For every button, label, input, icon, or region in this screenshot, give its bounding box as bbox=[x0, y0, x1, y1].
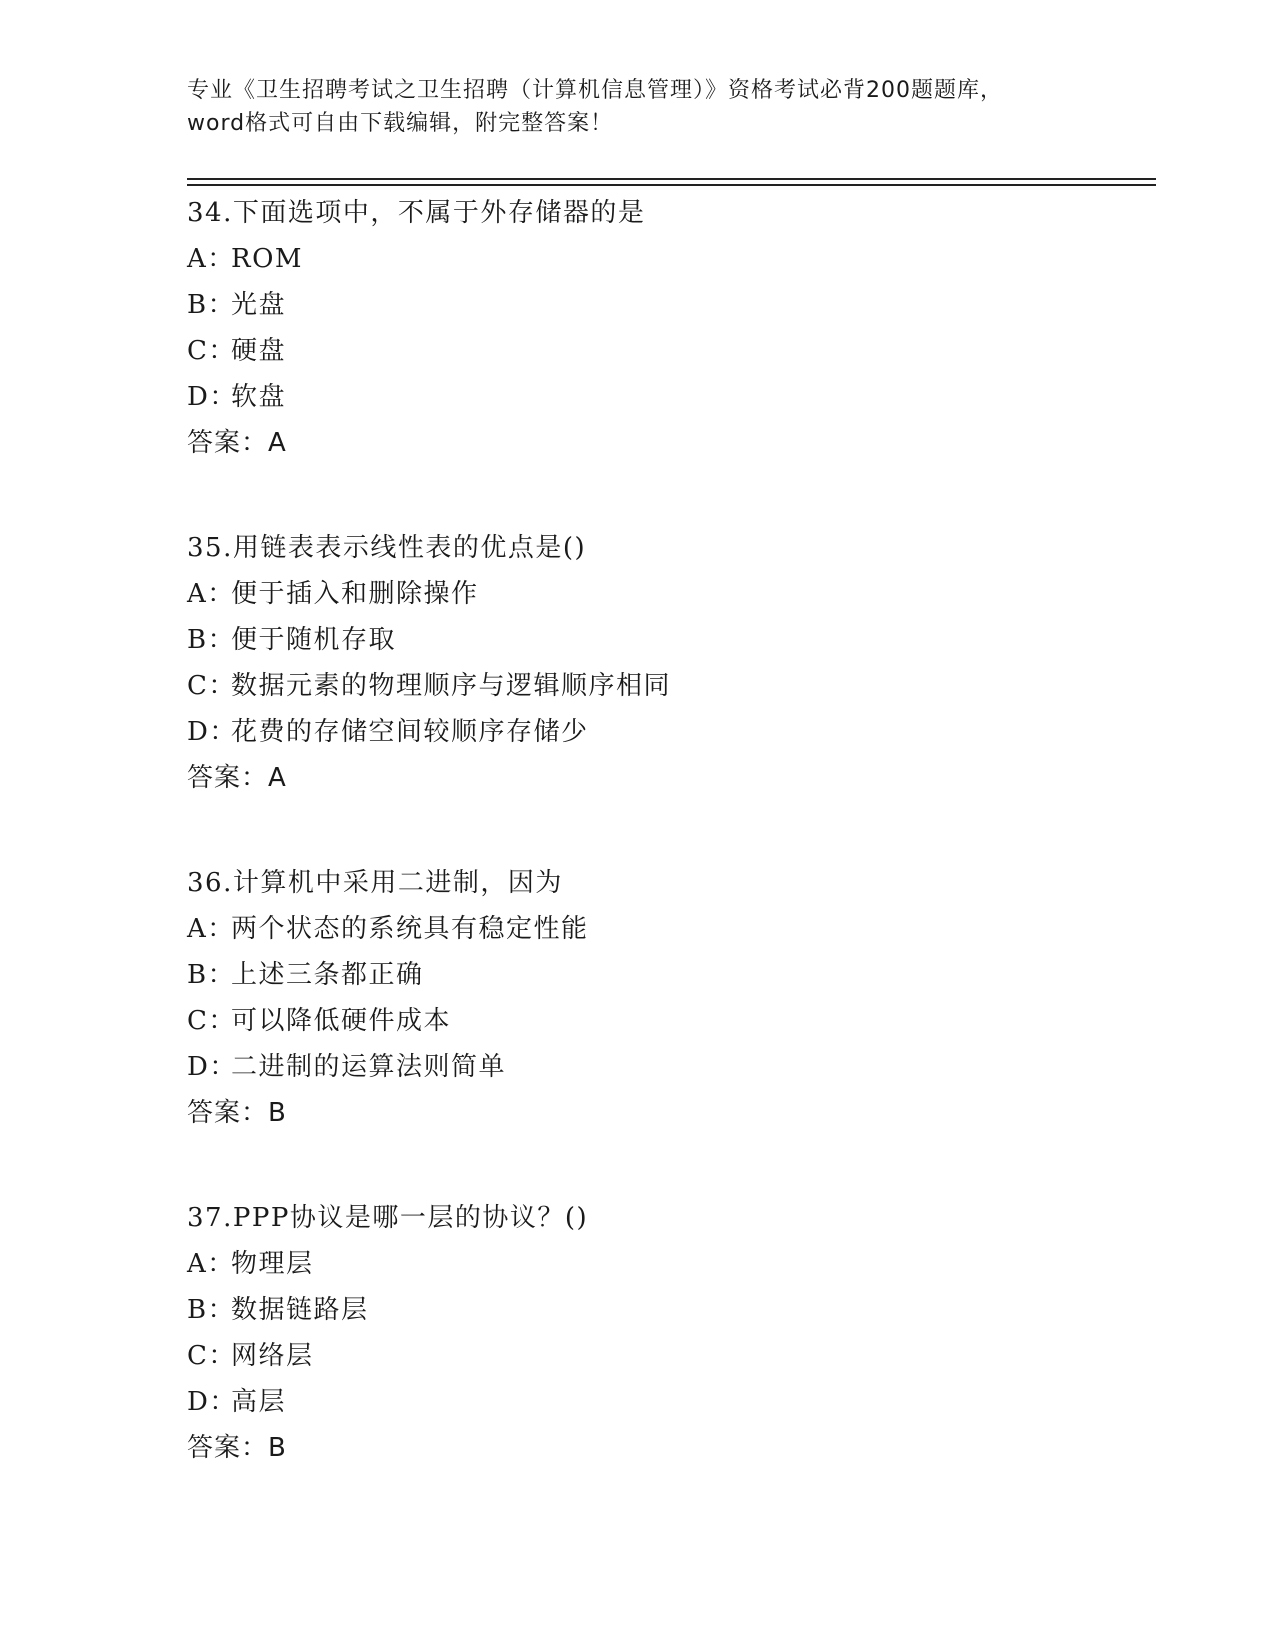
question-stem: 34.下面选项中，不属于外存储器的是 bbox=[187, 198, 646, 228]
header-line-2: word格式可自由下载编辑，附完整答案！ bbox=[187, 111, 614, 136]
option-text: 便于插入和删除操作 bbox=[231, 579, 479, 609]
option-text: 光盘 bbox=[231, 290, 287, 320]
option-text: 网络层 bbox=[231, 1341, 314, 1371]
option-text: 软盘 bbox=[231, 382, 287, 412]
option-text: 硬盘 bbox=[231, 336, 287, 366]
option-a bbox=[187, 571, 1147, 617]
document-header bbox=[187, 74, 1087, 140]
option-text: 上述三条都正确 bbox=[231, 960, 424, 990]
option-letter: D： bbox=[187, 382, 237, 412]
option-c bbox=[187, 328, 1147, 374]
header-divider-bottom bbox=[187, 184, 1156, 186]
option-letter: A： bbox=[187, 914, 235, 944]
option-letter: C： bbox=[187, 671, 236, 701]
answer: 答案：A bbox=[187, 763, 287, 793]
question-34 bbox=[187, 190, 1147, 466]
header-line-1: 专业《卫生招聘考试之卫生招聘（计算机信息管理）》资格考试必背200题题库， bbox=[187, 78, 1003, 103]
option-b bbox=[187, 617, 1147, 663]
option-a bbox=[187, 236, 1147, 282]
option-c bbox=[187, 1333, 1147, 1379]
option-letter: C： bbox=[187, 1006, 236, 1036]
option-letter: C： bbox=[187, 336, 236, 366]
question-list bbox=[187, 190, 1147, 1530]
option-text: 可以降低硬件成本 bbox=[231, 1006, 452, 1036]
header-divider-top bbox=[187, 178, 1156, 180]
option-letter: B： bbox=[187, 960, 236, 990]
option-d bbox=[187, 709, 1147, 755]
option-text: 花费的存储空间较顺序存储少 bbox=[231, 717, 589, 747]
question-stem: 37.PPP协议是哪一层的协议？() bbox=[187, 1203, 589, 1233]
answer: 答案：B bbox=[187, 1098, 287, 1128]
option-a bbox=[187, 1241, 1147, 1287]
option-text: 二进制的运算法则简单 bbox=[231, 1052, 507, 1082]
question-35 bbox=[187, 525, 1147, 801]
option-text: 数据元素的物理顺序与逻辑顺序相同 bbox=[231, 671, 672, 701]
option-letter: C： bbox=[187, 1341, 236, 1371]
question-37 bbox=[187, 1195, 1147, 1471]
question-36 bbox=[187, 860, 1147, 1136]
option-b bbox=[187, 282, 1147, 328]
option-letter: B： bbox=[187, 625, 236, 655]
option-b bbox=[187, 952, 1147, 998]
option-d bbox=[187, 374, 1147, 420]
option-text: ROM bbox=[231, 244, 304, 274]
option-text: 两个状态的系统具有稳定性能 bbox=[231, 914, 589, 944]
option-letter: D： bbox=[187, 717, 237, 747]
option-letter: A： bbox=[187, 244, 235, 274]
option-d bbox=[187, 1379, 1147, 1425]
question-stem: 36.计算机中采用二进制，因为 bbox=[187, 868, 563, 898]
question-stem: 35.用链表表示线性表的优点是() bbox=[187, 533, 587, 563]
option-d bbox=[187, 1044, 1147, 1090]
option-letter: D： bbox=[187, 1387, 237, 1417]
option-letter: A： bbox=[187, 579, 235, 609]
option-b bbox=[187, 1287, 1147, 1333]
option-letter: B： bbox=[187, 1295, 236, 1325]
option-letter: A： bbox=[187, 1249, 235, 1279]
answer: 答案：B bbox=[187, 1433, 287, 1463]
option-text: 物理层 bbox=[231, 1249, 314, 1279]
option-text: 便于随机存取 bbox=[231, 625, 397, 655]
option-c bbox=[187, 998, 1147, 1044]
option-c bbox=[187, 663, 1147, 709]
option-text: 数据链路层 bbox=[231, 1295, 369, 1325]
option-letter: B： bbox=[187, 290, 236, 320]
answer: 答案：A bbox=[187, 428, 287, 458]
option-a bbox=[187, 906, 1147, 952]
option-text: 高层 bbox=[231, 1387, 287, 1417]
option-letter: D： bbox=[187, 1052, 237, 1082]
